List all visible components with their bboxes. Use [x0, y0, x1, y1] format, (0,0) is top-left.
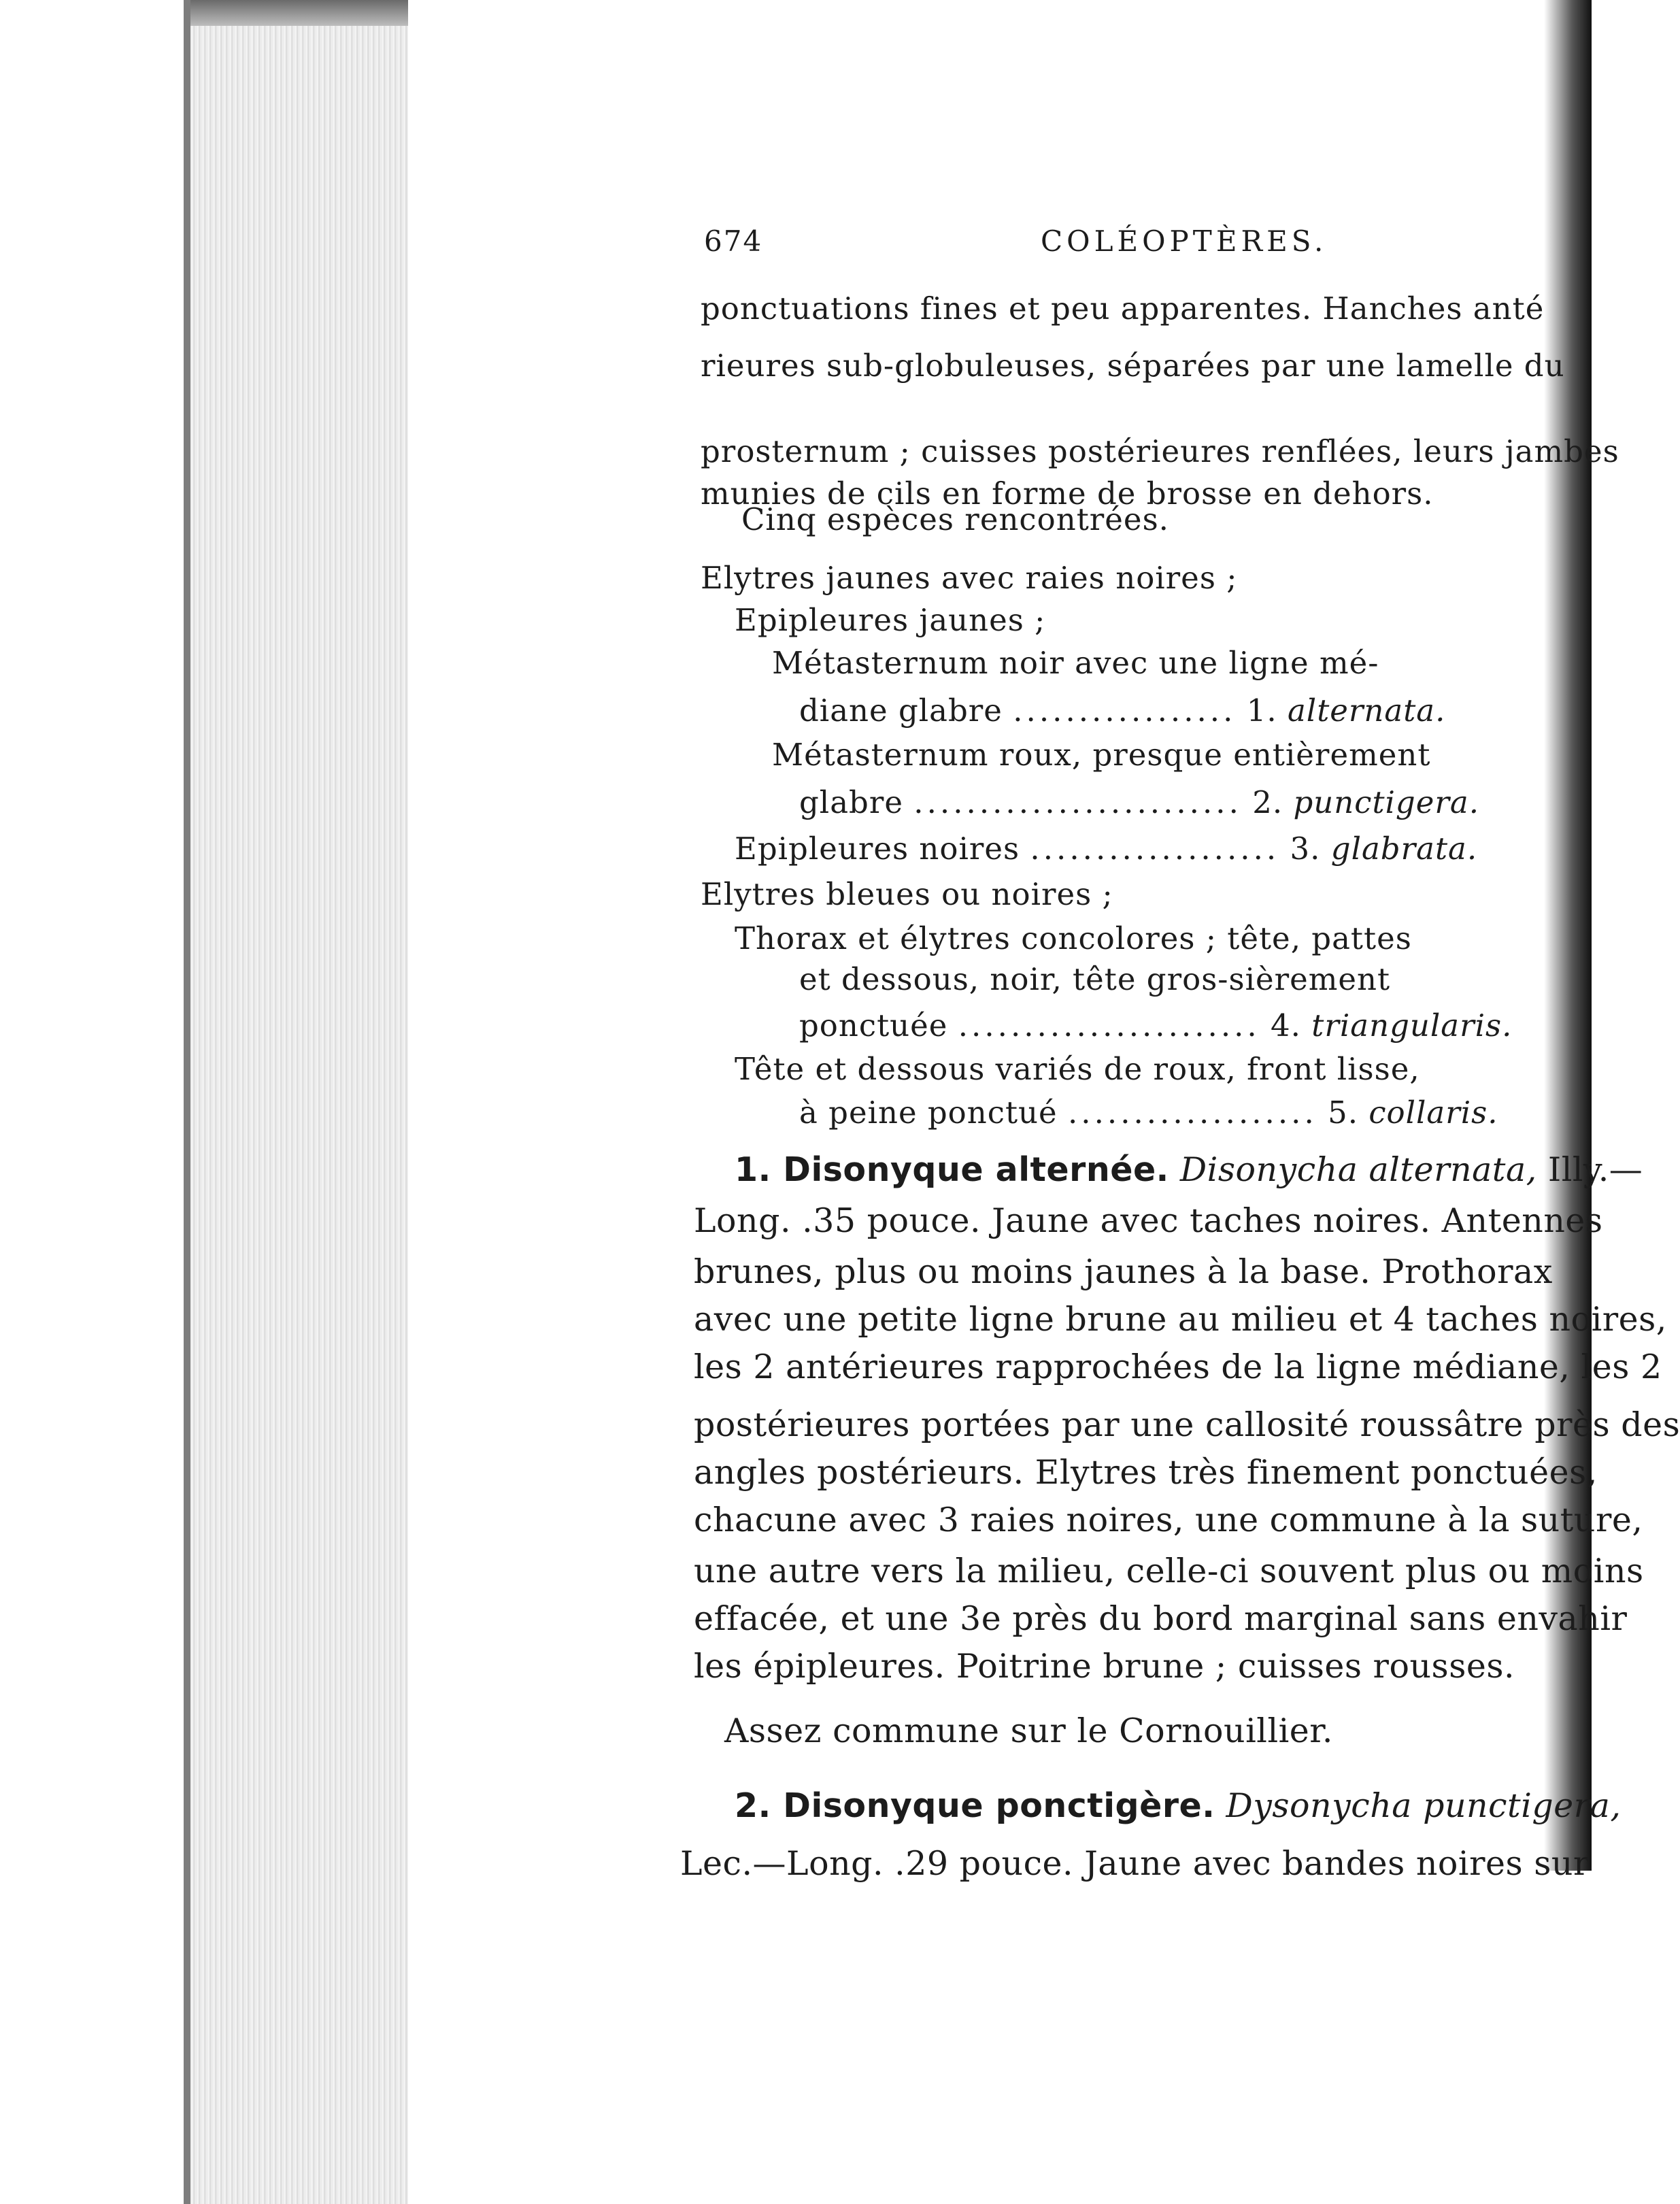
- running-head: COLÉOPTÈRES.: [1041, 224, 1328, 258]
- key-entry-number: 5.: [1328, 1095, 1359, 1131]
- key-entry-text: ponctuée: [799, 1007, 948, 1043]
- key-entry-4: [799, 1005, 1512, 1046]
- book-page-edges: [184, 0, 415, 2204]
- species-1-line: chacune avec 3 raies noires, une commune à la suture,: [694, 1501, 1643, 1539]
- key-entry-number: 3.: [1290, 831, 1321, 867]
- intro-line: prosternum ; cuisses postérieures renflées, leurs jambes: [701, 433, 1619, 469]
- leader-dots: .................: [1013, 692, 1237, 729]
- intro-line: rieures sub-globuleuses, séparées par une lamelle du: [701, 348, 1565, 384]
- key-line: Elytres bleues ou noires ;: [701, 876, 1113, 912]
- species-2-heading: 2. Disonyque ponctigère.: [735, 1786, 1215, 1825]
- key-entry-text: à peine ponctué: [799, 1095, 1058, 1131]
- key-line: Tête et dessous variés de roux, front lisse,: [735, 1051, 1420, 1087]
- species-1-latin-name: Disonycha alternata,: [1179, 1150, 1537, 1189]
- leader-dots: .......................: [958, 1007, 1260, 1043]
- key-line: Métasternum noir avec une ligne mé-: [772, 645, 1379, 681]
- key-entry-text: diane glabre: [799, 692, 1003, 729]
- species-1-line: effacée, et une 3e près du bord marginal sans envahir: [694, 1599, 1628, 1638]
- key-entry-number: 4.: [1271, 1007, 1301, 1043]
- species-1-line: les épipleures. Poitrine brune ; cuisses rousses.: [694, 1647, 1515, 1686]
- species-1-line: postérieures portées par une callosité roussâtre près des: [694, 1405, 1680, 1444]
- key-line: et dessous, noir, tête gros-sièrement: [799, 961, 1391, 997]
- species-1-line: brunes, plus ou moins jaunes à la base. Prothorax: [694, 1252, 1553, 1291]
- species-1-line: angles postérieurs. Elytres très finement ponctuées,: [694, 1453, 1598, 1492]
- leader-dots: .........................: [913, 784, 1242, 820]
- key-entry-species: alternata.: [1287, 692, 1446, 729]
- key-line: Elytres jaunes avec raies noires ;: [701, 560, 1238, 596]
- species-2-latin-name: Dysonycha punctigera,: [1226, 1786, 1622, 1825]
- leader-dots: ...................: [1030, 831, 1280, 867]
- key-entry-3: [735, 829, 1477, 869]
- species-count: Cinq espèces rencontrées.: [741, 501, 1169, 537]
- key-entry-species: collaris.: [1368, 1095, 1498, 1131]
- key-entry-number: 1.: [1246, 692, 1277, 729]
- species-1-heading: 1. Disonyque alternée.: [735, 1150, 1169, 1189]
- species-2-heading-line: [735, 1786, 1621, 1826]
- species-1-heading-line: [735, 1150, 1643, 1190]
- key-entry-text: Epipleures noires: [735, 831, 1020, 867]
- key-line: Métasternum roux, presque entièrement: [772, 737, 1431, 773]
- species-1-line: avec une petite ligne brune au milieu et 4 taches noires,: [694, 1300, 1667, 1339]
- species-2-line: Lec.—Long. .29 pouce. Jaune avec bandes noires sur: [680, 1844, 1590, 1883]
- intro-line: ponctuations fines et peu apparentes. Hanches anté: [701, 290, 1545, 327]
- intro-line: munies de cils en forme de brosse en dehors.: [701, 475, 1434, 512]
- key-entry-species: glabrata.: [1330, 831, 1478, 867]
- key-entry-species: punctigera.: [1293, 784, 1479, 820]
- key-entry-number: 2.: [1252, 784, 1283, 820]
- key-entry-5: [799, 1092, 1498, 1133]
- page-number: 674: [704, 224, 763, 258]
- species-1-line: les 2 antérieures rapprochées de la ligne médiane, les 2: [694, 1348, 1662, 1386]
- species-1-habitat: Assez commune sur le Cornouillier.: [724, 1712, 1333, 1750]
- book-top-edge: [190, 0, 408, 26]
- key-line: Thorax et élytres concolores ; tête, pattes: [735, 920, 1412, 956]
- species-1-line: Long. .35 pouce. Jaune avec taches noires. Antennes: [694, 1201, 1603, 1240]
- key-entry-text: glabre: [799, 784, 903, 820]
- key-entry-2: [799, 782, 1479, 823]
- leader-dots: ...................: [1067, 1095, 1317, 1131]
- species-1-author: Illy.—: [1547, 1150, 1643, 1189]
- key-entry-1: [799, 690, 1445, 731]
- species-1-line: une autre vers la milieu, celle-ci souvent plus ou moins: [694, 1552, 1644, 1590]
- key-line: Epipleures jaunes ;: [735, 602, 1046, 638]
- key-entry-species: triangularis.: [1311, 1007, 1513, 1043]
